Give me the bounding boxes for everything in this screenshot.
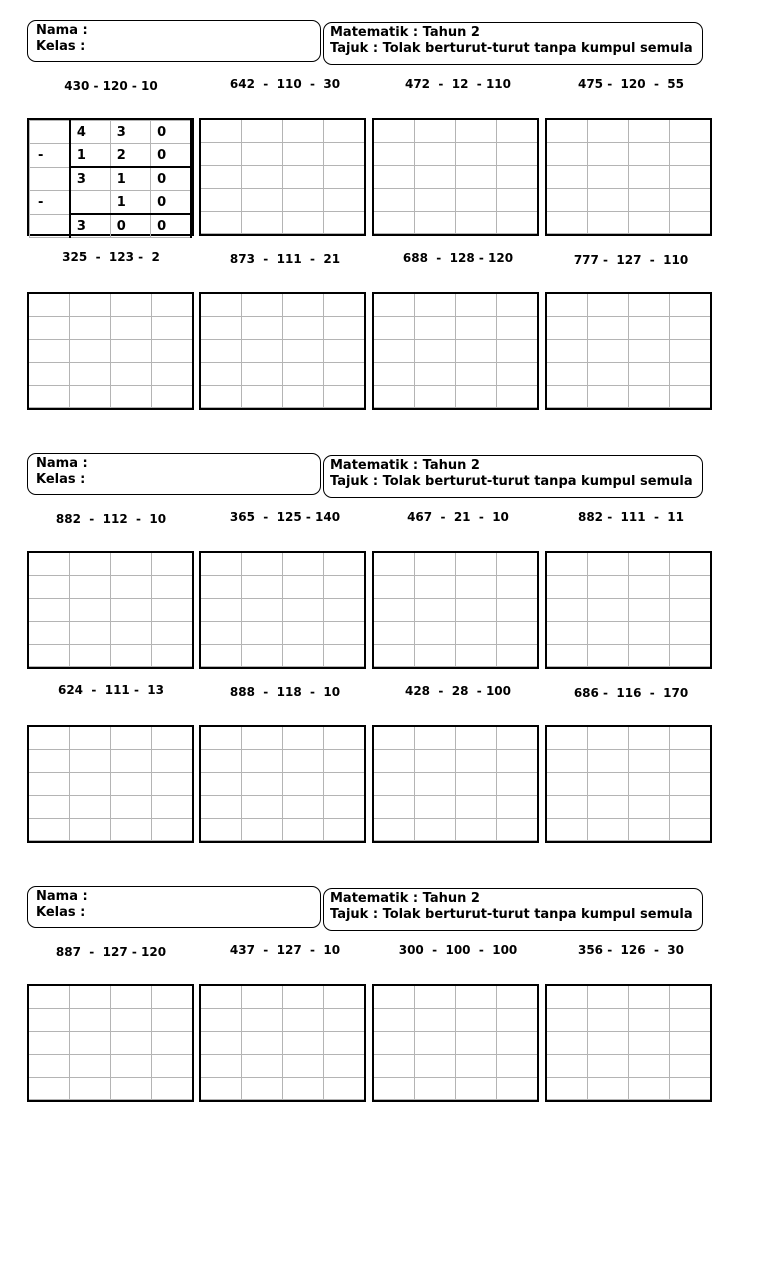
kelas-label: Kelas : (36, 472, 86, 487)
kelas-label: Kelas : (36, 905, 86, 920)
answer-grid[interactable] (372, 984, 539, 1102)
problem-label: 873 - 111 - 21 (229, 252, 341, 266)
subject-text: Matematik : Tahun 2 (330, 25, 480, 40)
digit-cell: 3 (70, 214, 110, 238)
digit-cell: 0 (151, 191, 191, 215)
answer-grid[interactable] (27, 292, 194, 410)
digit-cell: 3 (110, 121, 150, 144)
problem-label: 475 - 120 - 55 (577, 77, 684, 91)
subject-text: Matematik : Tahun 2 (330, 891, 480, 906)
problem-label: 882 - 112 - 10 (55, 512, 167, 526)
problem-label: 777 - 127 - 110 (573, 253, 689, 267)
digit-cell: 0 (151, 214, 191, 238)
problem-label: 688 - 128 - 120 (402, 251, 514, 265)
digit-cell: 0 (110, 214, 150, 238)
nama-label: Nama : (36, 456, 88, 471)
answer-grid[interactable] (545, 551, 712, 669)
problem-label: 325 - 123 - 2 (62, 250, 160, 264)
digit-cell: 0 (151, 167, 191, 191)
answer-grid[interactable] (199, 292, 366, 410)
operator-cell (30, 167, 70, 191)
answer-grid[interactable] (372, 292, 539, 410)
worksheet-section (0, 453, 768, 853)
operator-cell: - (30, 144, 70, 168)
subject-topic-box (323, 22, 703, 65)
answer-grid[interactable] (545, 118, 712, 236)
kelas-label: Kelas : (36, 39, 86, 54)
worked-example-table (29, 120, 192, 238)
answer-grid[interactable] (372, 118, 539, 236)
problem-label: 642 - 110 - 30 (229, 77, 341, 91)
digit-cell: 4 (70, 121, 110, 144)
answer-grid[interactable] (199, 725, 366, 843)
digit-cell: 1 (110, 167, 150, 191)
answer-grid[interactable] (545, 725, 712, 843)
problem-label: 365 - 125 - 140 (229, 510, 341, 524)
answer-grid[interactable] (199, 551, 366, 669)
problem-label: 887 - 127 - 120 (55, 945, 167, 959)
subject-text: Matematik : Tahun 2 (330, 458, 480, 473)
digit-cell (70, 191, 110, 215)
answer-grid[interactable] (545, 292, 712, 410)
topic-text: Tajuk : Tolak berturut-turut tanpa kumpul semula (330, 41, 693, 56)
answer-grid[interactable] (372, 725, 539, 843)
problem-label: 624 - 111 - 13 (57, 683, 164, 697)
subject-topic-box (323, 888, 703, 931)
problem-label: 467 - 21 - 10 (407, 510, 509, 524)
answer-grid[interactable] (545, 984, 712, 1102)
answer-grid[interactable] (199, 984, 366, 1102)
topic-text: Tajuk : Tolak berturut-turut tanpa kumpul semula (330, 474, 693, 489)
topic-text: Tajuk : Tolak berturut-turut tanpa kumpul semula (330, 907, 693, 922)
problem-label: 686 - 116 - 170 (573, 686, 689, 700)
digit-cell: 3 (70, 167, 110, 191)
operator-cell (30, 121, 70, 144)
problem-label: 430 - 120 - 10 (64, 79, 158, 93)
problem-label: 428 - 28 - 100 (404, 684, 511, 698)
name-class-box (27, 453, 321, 495)
answer-grid[interactable] (199, 118, 366, 236)
problem-label: 472 - 12 - 110 (404, 77, 511, 91)
answer-grid[interactable] (27, 725, 194, 843)
digit-cell: 1 (70, 144, 110, 168)
nama-label: Nama : (36, 889, 88, 904)
name-class-box (27, 886, 321, 928)
operator-cell (30, 214, 70, 238)
operator-cell: - (30, 191, 70, 215)
problem-label: 437 - 127 - 10 (229, 943, 341, 957)
answer-grid[interactable] (27, 984, 194, 1102)
answer-grid[interactable] (27, 551, 194, 669)
digit-cell: 1 (110, 191, 150, 215)
digit-cell: 0 (151, 121, 191, 144)
problem-label: 882 - 111 - 11 (577, 510, 684, 524)
worked-example-grid (27, 118, 194, 236)
worksheet-section (0, 20, 768, 420)
problem-label: 300 - 100 - 100 (398, 943, 518, 957)
subject-topic-box (323, 455, 703, 498)
problem-label: 356 - 126 - 30 (577, 943, 684, 957)
worksheet-section (0, 886, 768, 1286)
name-class-box (27, 20, 321, 62)
digit-cell: 0 (151, 144, 191, 168)
answer-grid[interactable] (372, 551, 539, 669)
nama-label: Nama : (36, 23, 88, 38)
problem-label: 888 - 118 - 10 (229, 685, 341, 699)
digit-cell: 2 (110, 144, 150, 168)
